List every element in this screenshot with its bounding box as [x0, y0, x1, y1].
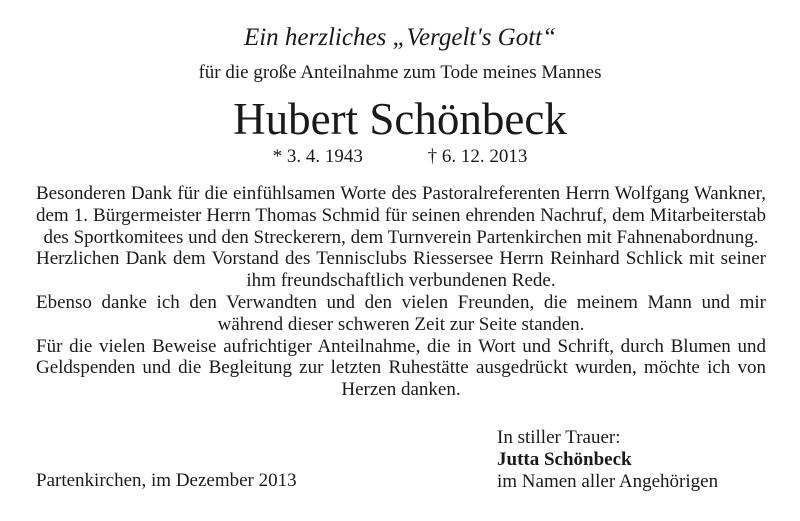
birth-date: * 3. 4. 1943: [272, 146, 363, 167]
paragraph: Ebenso danke ich den Verwandten und den vielen Freunden, die meinem Mann und mir während dieser schweren Zeit zur Seite standen.: [36, 291, 766, 335]
paragraph: Für die vielen Beweise aufrichtiger Anteilnahme, die in Wort und Schrift, durch Blumen und Geldspenden und die Begleitung zur letzten Ruhestätte ausgedrückt wurden, möchte ich von Herzen danken.: [36, 335, 766, 401]
place-date: Partenkirchen, im Dezember 2013: [36, 470, 297, 491]
thanks-headline: Ein herzliches „Vergelt's Gott“: [243, 24, 557, 51]
thanks-body: [36, 183, 766, 401]
paragraph: Besonderen Dank für die einfühlsamen Worte des Pastoralreferenten Herrn Wolfgang Wankner, dem 1. Bürgermeister Herrn Thomas Schmid für seinen ehrenden Nachruf, dem Mitarbeiterstab des Sportkomitees und den Streckerern, dem Turnverein Partenkirchen mit Fahnenabordnung.: [36, 183, 766, 248]
relatives-line: im Namen aller Angehörigen: [497, 470, 719, 492]
death-date: † 6. 12. 2013: [427, 146, 528, 167]
signer-name: Jutta Schönbeck: [497, 448, 632, 470]
life-dates: [0, 146, 800, 168]
paragraph: Herzlichen Dank dem Vorstand des Tennisclubs Riessersee Herrn Reinhard Schlick mit seiner ihm freundschaftlich verbundenen Rede.: [36, 248, 766, 292]
thanks-subline: für die große Anteilnahme zum Tode meines Mannes: [198, 62, 602, 83]
deceased-name: Hubert Schönbeck: [233, 94, 567, 144]
mourning-line: In stiller Trauer:: [497, 427, 621, 448]
mourning-block: [497, 427, 777, 492]
